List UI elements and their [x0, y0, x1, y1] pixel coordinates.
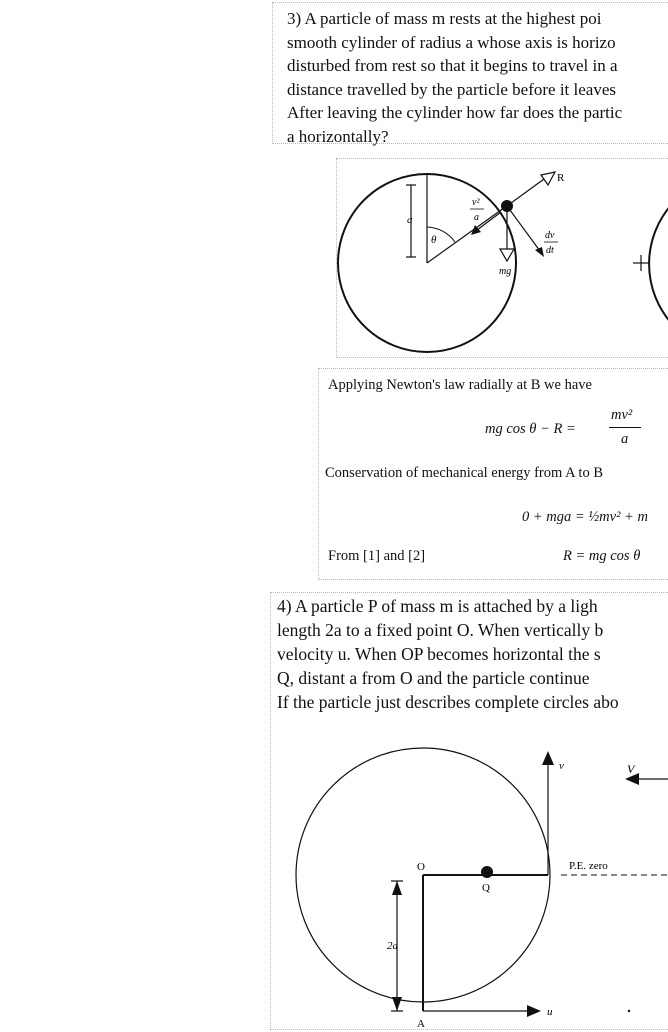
- tangential-arrow: [507, 206, 540, 251]
- label-2a: 2a: [387, 940, 398, 952]
- problem-3-line: distance travelled by the particle before it leaves: [287, 79, 616, 99]
- problem-4-line: 4) A particle P of mass m is attached by a ligh: [277, 596, 598, 616]
- cylinder-figure: [336, 158, 668, 358]
- problem-4-line: length 2a to a fixed point O. When vertically b: [277, 620, 604, 640]
- label-v2: v²: [472, 197, 480, 208]
- stray-dot: [628, 1010, 630, 1012]
- label-A: A: [417, 1018, 425, 1030]
- problem-4-line: Q, distant a from O and the particle continue: [277, 668, 590, 688]
- label-Q: Q: [482, 882, 490, 894]
- problem-3-line: After leaving the cylinder how far does the partic: [287, 103, 623, 122]
- equations-box: [318, 368, 668, 580]
- reaction-arrowhead: [541, 172, 555, 185]
- dimension-arrowhead: [392, 997, 402, 1011]
- problem-3-text: [272, 2, 668, 144]
- label-mg: mg: [499, 266, 512, 277]
- problem-4-line: If the particle just describes complete circles abo: [277, 692, 619, 712]
- tangential-arrowhead: [535, 247, 544, 257]
- velocity-v-arrowhead: [542, 751, 554, 765]
- problem-3-line: disturbed from rest so that it begins to travel in a: [287, 56, 618, 75]
- label-O: O: [417, 861, 425, 873]
- label-v: v: [559, 760, 564, 772]
- dimension-arrowhead: [392, 881, 402, 895]
- angled-radius: [427, 205, 508, 263]
- centripetal-arrow: [477, 212, 501, 230]
- label-a-fraction: a: [474, 212, 479, 223]
- equation-intro-line: Applying Newton's law radially at B we have: [328, 377, 592, 393]
- label-dv: dv: [545, 230, 555, 241]
- equation-1-fraction-bar: [609, 427, 641, 428]
- second-circle-partial: [649, 204, 668, 324]
- label-R: R: [557, 172, 565, 184]
- string-diagram: [271, 593, 668, 1031]
- label-u: u: [547, 1006, 553, 1018]
- energy-intro-line: Conservation of mechanical energy from A to B: [325, 465, 603, 481]
- combine-line: From [1] and [2]: [328, 548, 426, 564]
- equation-1-left: mg cos θ − R =: [485, 421, 576, 437]
- label-a-side: a: [407, 214, 413, 226]
- reaction-arrow: [507, 179, 544, 206]
- problem-4-line: velocity u. When OP becomes horizontal the s: [277, 644, 601, 664]
- velocity-u-arrowhead: [527, 1005, 541, 1017]
- peg-Q: [481, 866, 493, 878]
- problem-3-line: 3) A particle of mass m rests at the highest poi: [287, 9, 602, 28]
- weight-arrowhead: [500, 249, 514, 261]
- problem-3-line: smooth cylinder of radius a whose axis is horizo: [287, 32, 616, 52]
- equation-1-denominator: a: [621, 431, 629, 447]
- cylinder-diagram: [337, 159, 668, 359]
- problem-3-line: a horizontally?: [287, 126, 389, 146]
- equation-1-numerator: mv²: [611, 407, 633, 423]
- equation-3: R = mg cos θ: [563, 548, 641, 564]
- label-V: V: [627, 762, 635, 776]
- label-theta: θ: [431, 234, 437, 246]
- label-dt: dt: [546, 245, 554, 256]
- problem-4-box: [270, 592, 668, 1030]
- label-pe-zero: P.E. zero: [569, 860, 608, 872]
- equation-2: 0 + mga = ½mv² + m: [522, 509, 648, 525]
